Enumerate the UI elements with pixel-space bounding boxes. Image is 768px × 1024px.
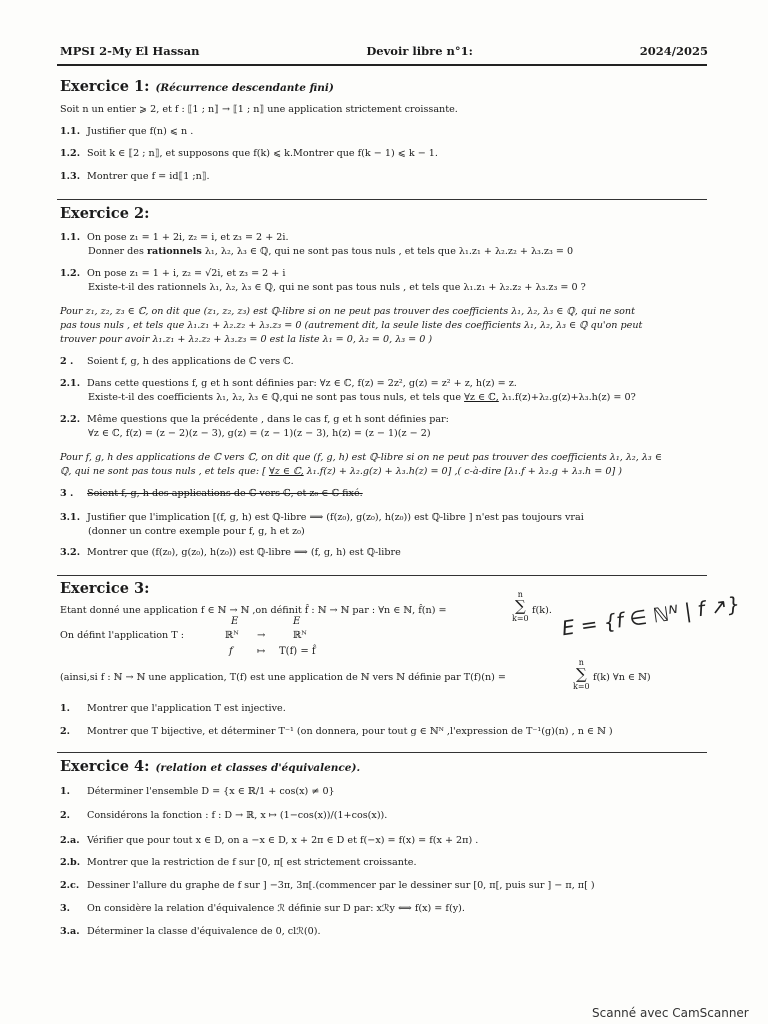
exercise-4-q2: 2. Considérons la fonction : f : D → ℝ, x ↦ (1−cos(x))/(1+cos(x)). bbox=[60, 810, 388, 821]
map-image: T(f) = f̂ bbox=[279, 646, 316, 657]
header-class: MPSI 2-My El Hassan bbox=[60, 44, 200, 58]
camscanner-watermark: Scanné avec CamScanner bbox=[592, 1006, 749, 1020]
exercise-2-definition-2: pas tous nuls , et tels que λ₁.z₁ + λ₂.z₂ + λ₃.z₃ = 0 (autrement dit, la seule liste des coefficients λ₁, λ₂, λ₃ ∈ ℚ qu'on peut bbox=[60, 320, 643, 331]
exercise-2-q22-b: ∀z ∈ ℂ, f(z) = (z − 2)(z − 3), g(z) = (z − 1)(z − 3), h(z) = (z − 1)(z − 2) bbox=[88, 428, 431, 439]
svg-text:E = {f ∈ ℕᴺ | f ↗}: E = {f ∈ ℕᴺ | f ↗} bbox=[560, 591, 742, 641]
header-year: 2024/2025 bbox=[639, 44, 708, 58]
exercise-2-q21: 2.1. Dans cette questions f, g et h sont définies par: ∀z ∈ ℂ, f(z) = 2z², g(z) = z² + z, h(z) = z. bbox=[60, 378, 517, 389]
exercise-4-q2b: 2.b. Montrer que la restriction de f sur [0, π[ est strictement croissante. bbox=[60, 857, 417, 868]
exercise-3-q1: 1. Montrer que l'application T est injective. bbox=[60, 703, 286, 714]
exercise-4-q3a: 3.a. Déterminer la classe d'équivalence de 0, clℛ(0). bbox=[60, 926, 321, 937]
exercise-1-q3: 1.3. Montrer que f = id⟦1 ;n⟧. bbox=[60, 171, 210, 182]
document-header bbox=[60, 44, 708, 58]
exercise-2-q31-b: (donner un contre exemple pour f, g, h et z₀) bbox=[88, 526, 305, 537]
exercise-3-sum-2: n ∑ k=0 bbox=[573, 658, 590, 691]
exercise-4-q1: 1. Déterminer l'ensemble D = {x ∈ ℝ/1 + cos(x) ≠ 0} bbox=[60, 786, 335, 797]
exercise-4-title: Exercice 4: (relation et classes d'équivalence). bbox=[60, 758, 361, 775]
exercise-2-q22: 2.2. Même questions que la précédente , dans le cas f, g et h sont définies par: bbox=[60, 414, 449, 425]
exercise-2-q11: 1.1. On pose z₁ = 1 + 2i, z₂ = i, et z₃ = 2 + 2i. bbox=[60, 232, 289, 243]
exercise-2-q32: 3.2. Montrer que (f(z₀), g(z₀), h(z₀)) est ℚ-libre ⟹ (f, g, h) est ℚ-libre bbox=[60, 547, 401, 558]
exercise-2-definition-4: Pour f, g, h des applications de ℂ vers ℂ, on dit que (f, g, h) est ℚ-libre si on ne peut pas trouver des coefficients λ₁, λ₂, λ₃ ∈ bbox=[60, 452, 662, 463]
exercise-1-rule bbox=[57, 199, 707, 200]
exercise-3-map-diagram bbox=[205, 616, 345, 660]
exercise-3-paren: (ainsi,si f : ℕ → ℕ une application, T(f) est une application de ℕ vers ℕ définie par T(f)(n) = bbox=[60, 672, 506, 683]
exercise-2-definition-5: ℚ, qui ne sont pas tous nuls , et tels que: [ ∀z ∈ ℂ, λ₁.f(z) + λ₂.g(z) + λ₃.h(z) = 0] ,( c-à-dire [λ₁.f + λ₂.g + λ₃.h = 0] ) bbox=[60, 466, 622, 477]
exercise-2-q12: 1.2. On pose z₁ = 1 + i, z₂ = √2i, et z₃ = 2 + i bbox=[60, 268, 286, 279]
exercise-2-definition-3: trouver pour avoir λ₁.z₁ + λ₂.z₂ + λ₃.z₃ = 0 est la liste λ₁ = 0, λ₂ = 0, λ₃ = 0 ) bbox=[60, 334, 433, 345]
exercise-2-q2: 2 . Soient f, g, h des applications de ℂ vers ℂ. bbox=[60, 356, 294, 367]
exercise-3-q2: 2. Montrer que T bijective, et déterminer T⁻¹ (on donnera, pour tout g ∈ ℕᴺ ,l'expression de T⁻¹(g)(n) , n ∈ ℕ ) bbox=[60, 726, 613, 737]
map-codomain: ℝᴺ bbox=[293, 630, 307, 641]
header-title: Devoir libre n°1: bbox=[366, 44, 473, 58]
handwritten-annotation bbox=[555, 588, 755, 648]
exercise-3-rule bbox=[57, 752, 707, 753]
exercise-3-intro-end: f(k). bbox=[532, 605, 552, 616]
exercise-1-intro: Soit n un entier ⩾ 2, et f : ⟦1 ; n⟧ → ⟦1 ; n⟧ une application strictement croissante. bbox=[60, 104, 458, 115]
exercise-2-q31: 3.1. Justifier que l'implication [(f, g, h) est ℚ-libre ⟹ (f(z₀), g(z₀), h(z₀)) est ℚ-libre ] n'est pas toujours vrai bbox=[60, 512, 584, 523]
exercise-3-sum-1: n ∑ k=0 bbox=[512, 590, 529, 623]
map-element: f bbox=[229, 646, 233, 657]
exercise-1-title: Exercice 1: (Récurrence descendante fini) bbox=[60, 78, 334, 95]
map-maps-to: ↦ bbox=[257, 646, 266, 657]
exercise-2-title: Exercice 2: bbox=[60, 205, 150, 222]
exercise-3-title: Exercice 3: bbox=[60, 580, 150, 597]
exercise-1-q2: 1.2. Soit k ∈ ⟦2 ; n⟧, et supposons que f(k) ⩽ k.Montrer que f(k − 1) ⩽ k − 1. bbox=[60, 148, 438, 159]
hand-E-right: E bbox=[293, 616, 301, 627]
exercise-4-q3: 3. On considère la relation d'équivalence ℛ définie sur D par: xℛy ⟺ f(x) = f(y). bbox=[60, 903, 465, 914]
map-domain: ℝᴺ bbox=[225, 630, 239, 641]
exercise-4-q2c: 2.c. Dessiner l'allure du graphe de f sur ] −3π, 3π[.(commencer par le dessiner sur [0, π[, puis sur ] − π, π[ ) bbox=[60, 880, 595, 891]
exercise-3-paren-end: f(k) ∀n ∈ ℕ) bbox=[593, 672, 651, 683]
exercise-2-rule bbox=[57, 575, 707, 576]
exercise-3-intro: Etant donné une application f ∈ ℕ → ℕ ,on définit f̂ : ℕ → ℕ par : ∀n ∈ ℕ, f̂(n) = bbox=[60, 605, 447, 616]
exercise-3-define-T: On défint l'application T : bbox=[60, 630, 184, 641]
exercise-2-definition-1: Pour z₁, z₂, z₃ ∈ ℂ, on dit que (z₁, z₂, z₃) est ℚ-libre si on ne peut pas trouver des coefficients λ₁, λ₂, λ₃ ∈ ℚ, qui ne sont bbox=[60, 306, 635, 317]
hand-E-left: E bbox=[231, 616, 239, 627]
exercise-2-q21-b: Existe-t-il des coefficients λ₁, λ₂, λ₃ ∈ ℚ,qui ne sont pas tous nuls, et tels que ∀z ∈ ℂ, λ₁.f(z)+λ₂.g(z)+λ₃.h(z) = 0? bbox=[88, 392, 636, 403]
exercise-4-q2a: 2.a. Vérifier que pour tout x ∈ D, on a −x ∈ D, x + 2π ∈ D et f(−x) = f(x) = f(x + 2π) . bbox=[60, 835, 479, 846]
exercise-1-q1: 1.1. Justifier que f(n) ⩽ n . bbox=[60, 126, 194, 137]
map-arrow: → bbox=[257, 630, 266, 641]
exercise-2-q12-b: Existe-t-il des rationnels λ₁, λ₂, λ₃ ∈ ℚ, qui ne sont pas tous nuls , et tels que λ₁.z₁ + λ₂.z₂ + λ₃.z₃ = 0 ? bbox=[88, 282, 586, 293]
exercise-2-q3-struck: 3 . Soient f, g, h des applications de ℂ vers ℂ, et z₀ ∈ ℂ fixé. bbox=[60, 488, 363, 499]
header-rule bbox=[57, 64, 707, 66]
exercise-2-q11-b: Donner des rationnels λ₁, λ₂, λ₃ ∈ ℚ, qui ne sont pas tous nuls , et tels que λ₁.z₁ + λ₂.z₂ + λ₃.z₃ = 0 bbox=[88, 246, 574, 257]
